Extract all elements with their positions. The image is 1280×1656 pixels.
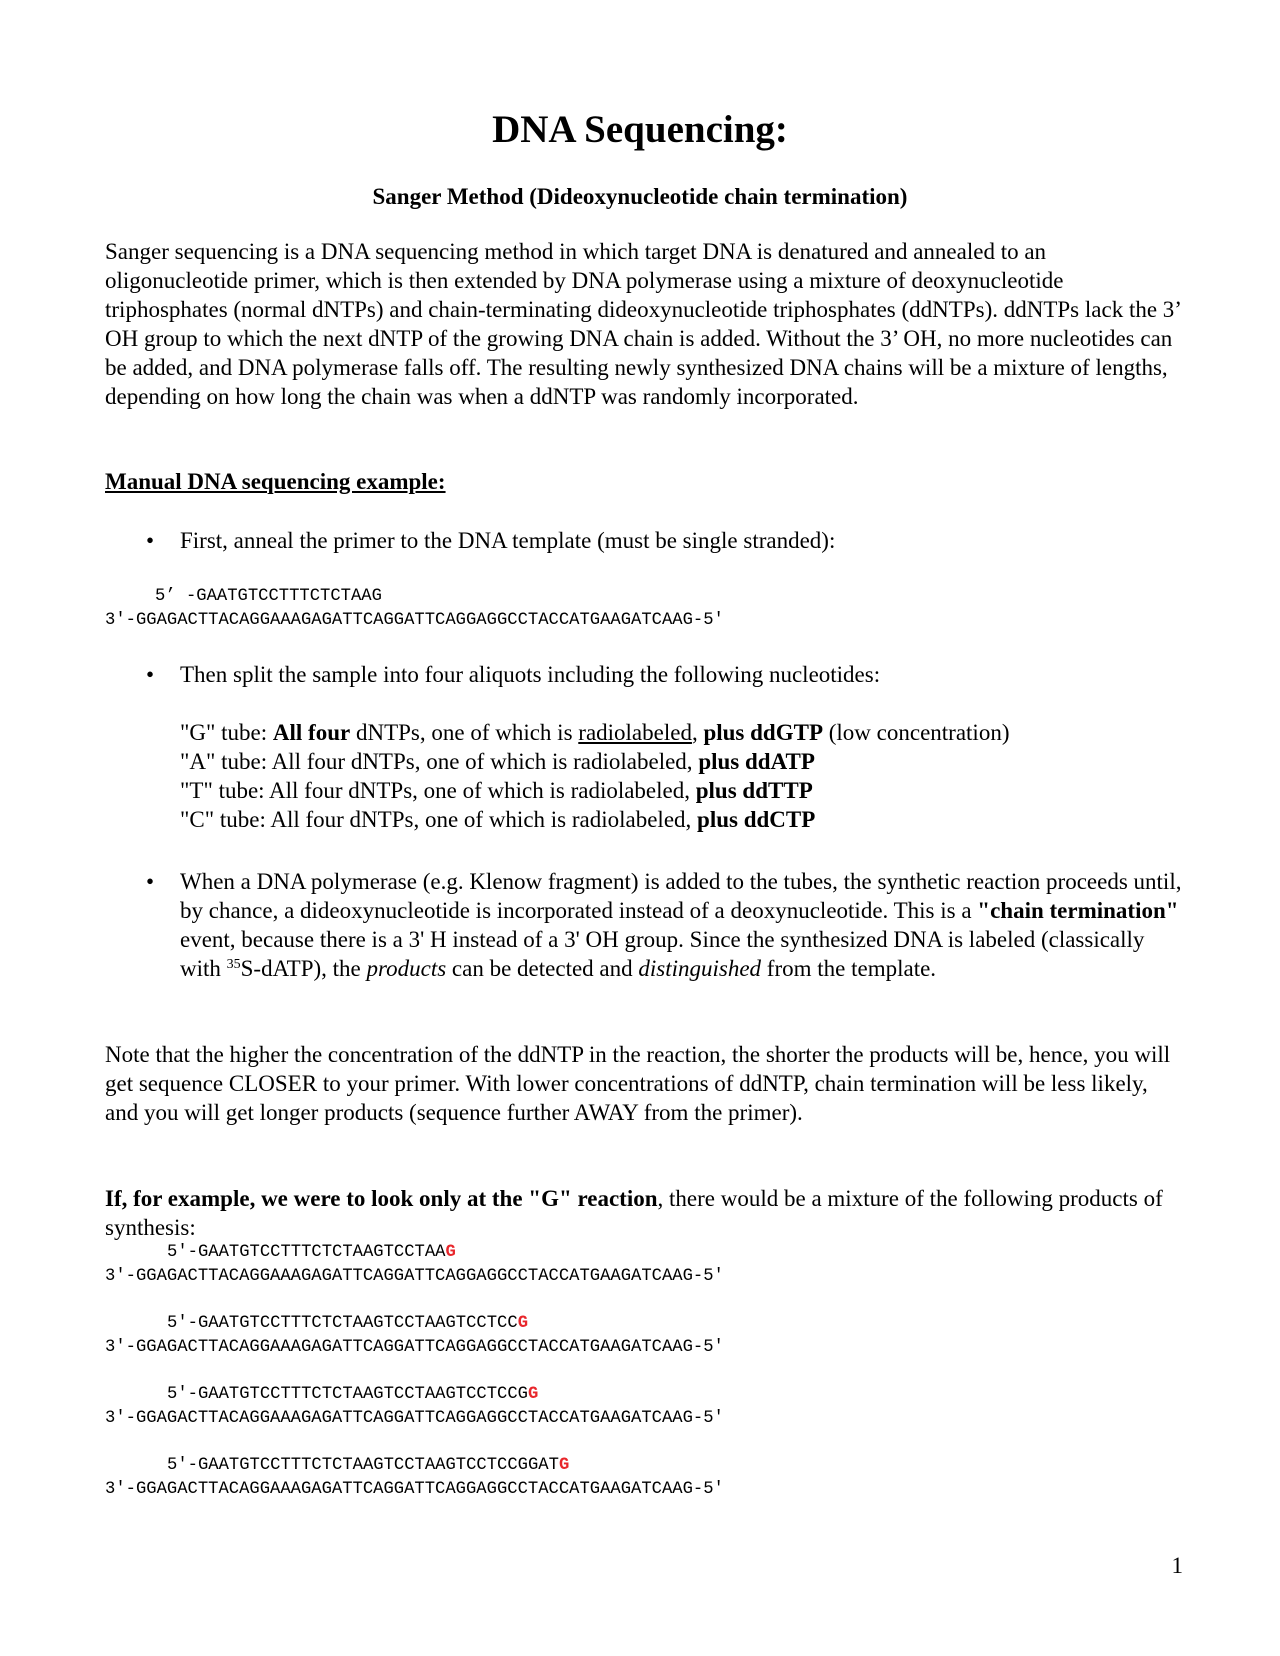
template-sequence: 3'-GGAGACTTACAGGAAAGAGATTCAGGATTCAGGAGGCCTACCATGAAGATCAAG-5' xyxy=(105,1338,724,1357)
terminator-nucleotide: G xyxy=(558,1456,570,1475)
primer-line: 5’ -GAATGTCCTTTCTCTAAG xyxy=(155,587,382,606)
tube-a: "A" tube: All four dNTPs, one of which is radiolabeled, plus ddATP xyxy=(180,748,815,774)
example-paragraph: If, for example, we were to look only at the "G" reaction, there would be a mixture of the following products of synthesis: xyxy=(105,1186,1163,1240)
tube-c: "C" tube: All four dNTPs, one of which is radiolabeled, plus ddCTP xyxy=(180,806,816,832)
template-sequence: 3'-GGAGACTTACAGGAAAGAGATTCAGGATTCAGGAGGCCTACCATGAAGATCAAG-5' xyxy=(105,611,724,630)
bullet-marker: • xyxy=(146,528,155,553)
tube-g: "G" tube: All four dNTPs, one of which is radiolabeled, plus ddGTP (low concentration) xyxy=(180,720,1010,745)
product-sequence-3: 5'-GAATGTCCTTTCTCTAAGTCCTAAGTCCTCCGG xyxy=(167,1385,539,1404)
terminator-nucleotide: G xyxy=(517,1314,529,1333)
template-sequence: 3'-GGAGACTTACAGGAAAGAGATTCAGGATTCAGGAGGCCTACCATGAAGATCAAG-5' xyxy=(105,1409,724,1428)
terminator-nucleotide: G xyxy=(445,1243,456,1262)
page-subtitle: Sanger Method (Dideoxynucleotide chain termination) xyxy=(372,184,908,209)
intro-paragraph: Sanger sequencing is a DNA sequencing method in which target DNA is denatured and annealed to an oligonucleotide primer, which is then extended by DNA polymerase using a mixture of deoxynucleotide triphosphates (normal dNTPs) and chain-terminating dideoxynucleotide triphosphates (ddNTPs). ddNTPs lack the 3’ OH group to which the next dNTP of the growing DNA chain is added. Without the 3’ OH, no more nucleotides can be added, and DNA polymerase falls off. The resulting newly synthesized DNA chains will be a mixture of lengths, depending on how long the chain was when a ddNTP was randomly incorporated. xyxy=(105,239,1181,409)
template-sequence: 3'-GGAGACTTACAGGAAAGAGATTCAGGATTCAGGAGGCCTACCATGAAGATCAAG-5' xyxy=(105,1480,724,1499)
page-number: 1 xyxy=(1171,1553,1183,1578)
product-sequence-1: 5'-GAATGTCCTTTCTCTAAGTCCTAAG xyxy=(167,1243,456,1262)
tube-t: "T" tube: All four dNTPs, one of which is radiolabeled, plus ddTTP xyxy=(180,777,813,803)
template-sequence: 3'-GGAGACTTACAGGAAAGAGATTCAGGATTCAGGAGGCCTACCATGAAGATCAAG-5' xyxy=(105,1267,724,1286)
note-paragraph: Note that the higher the concentration of the ddNTP in the reaction, the shorter the products will be, hence, you will get sequence CLOSER to your primer. With lower concentrations of ddNTP, chain termination will be less likely, and you will get longer products (sequence further AWAY from the primer). xyxy=(105,1042,1171,1125)
product-sequence-4: 5'-GAATGTCCTTTCTCTAAGTCCTAAGTCCTCCGGATG xyxy=(167,1456,570,1475)
page-title: DNA Sequencing: xyxy=(492,108,788,151)
bullet-marker: • xyxy=(146,662,155,687)
primer-sequence xyxy=(105,585,382,609)
bullet-split-text: Then split the sample into four aliquots including the following nucleotides: xyxy=(180,662,881,687)
bullet-anneal-text: First, anneal the primer to the DNA template (must be single stranded): xyxy=(180,528,836,553)
bullet-marker: • xyxy=(146,869,155,894)
product-sequence-2: 5'-GAATGTCCTTTCTCTAAGTCCTAAGTCCTCCG xyxy=(167,1314,529,1333)
terminator-nucleotide: G xyxy=(528,1385,539,1404)
bullet-polymerase-text: When a DNA polymerase (e.g. Klenow fragment) is added to the tubes, the synthetic reaction proceeds until, by chance, a dideoxynucleotide is incorporated instead of a deoxynucleotide. This is a "chain termination" event, because there is a 3' H instead of a 3' OH group. Since the synthesized DNA is labeled (classically with $^{35}$S-dATP), the products can be detected and distinguished from the template. xyxy=(180,869,1182,981)
tube-list xyxy=(180,719,1185,835)
manual-heading: Manual DNA sequencing example: xyxy=(105,469,446,494)
